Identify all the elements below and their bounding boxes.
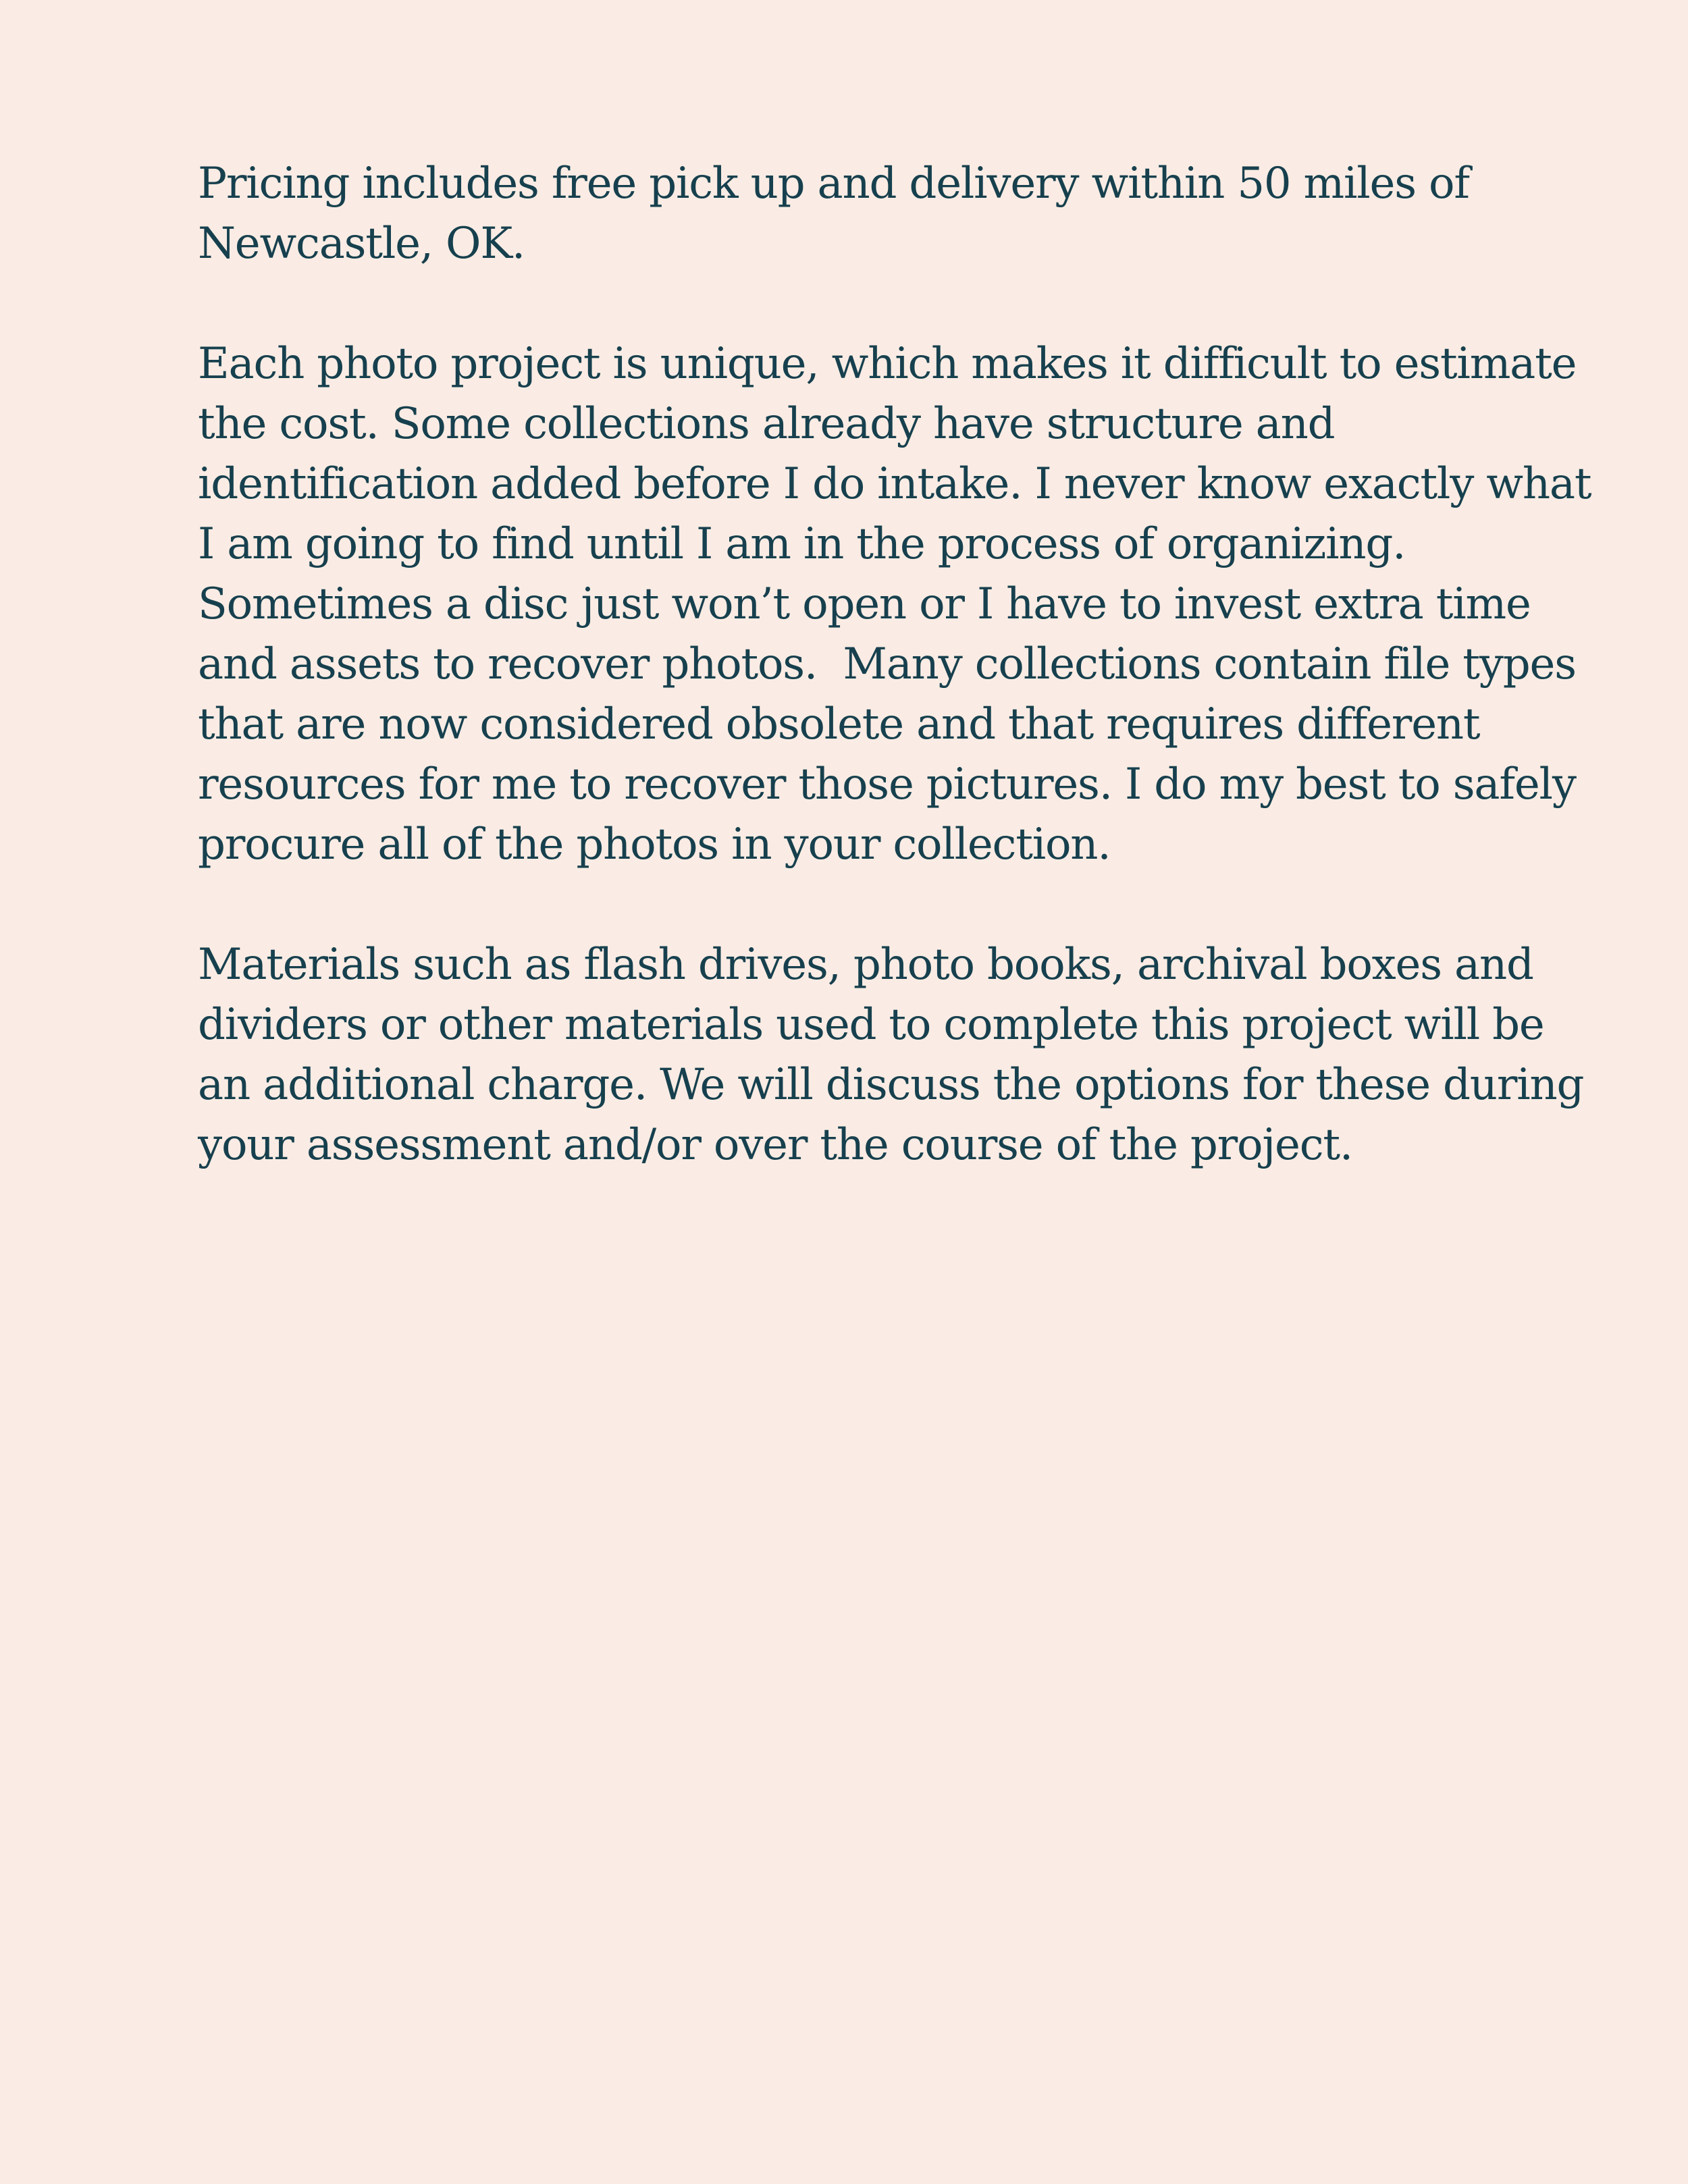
- paragraph-pricing-delivery: [198, 154, 1548, 274]
- paragraph-line: procure all of the photos in your collection.: [198, 820, 1111, 870]
- paragraph-materials-charges: [198, 935, 1584, 1175]
- paragraph-line: the cost. Some collections already have structure and: [198, 399, 1335, 449]
- paragraph-line: Sometimes a disc just won’t open or I have to invest extra time: [198, 579, 1531, 629]
- paragraph-line: identification added before I do intake. I never know exactly what: [198, 459, 1591, 509]
- document-page: [198, 154, 1591, 1175]
- paragraph-project-uniqueness: [198, 334, 1591, 875]
- paragraph-spacer: [198, 875, 1548, 935]
- paragraph-line: dividers or other materials used to complete this project will be: [198, 1000, 1544, 1050]
- paragraph-line: your assessment and/or over the course of the project.: [198, 1120, 1353, 1170]
- paragraph-line: Newcastle, OK.: [198, 219, 525, 269]
- paragraph-spacer: [198, 274, 1548, 334]
- paragraph-line: an additional charge. We will discuss the options for these during: [198, 1060, 1584, 1110]
- paragraph-line: Each photo project is unique, which makes it difficult to estimate: [198, 339, 1577, 389]
- paragraph-line: and assets to recover photos. Many collections contain file types: [198, 639, 1576, 689]
- paragraph-line: Materials such as flash drives, photo books, archival boxes and: [198, 940, 1533, 990]
- paragraph-line: I am going to find until I am in the process of organizing.: [198, 519, 1406, 569]
- paragraph-line: resources for me to recover those pictures. I do my best to safely: [198, 760, 1576, 809]
- paragraph-line: that are now considered obsolete and that requires different: [198, 699, 1480, 749]
- paragraph-line: Pricing includes free pick up and delivery within 50 miles of: [198, 159, 1469, 209]
